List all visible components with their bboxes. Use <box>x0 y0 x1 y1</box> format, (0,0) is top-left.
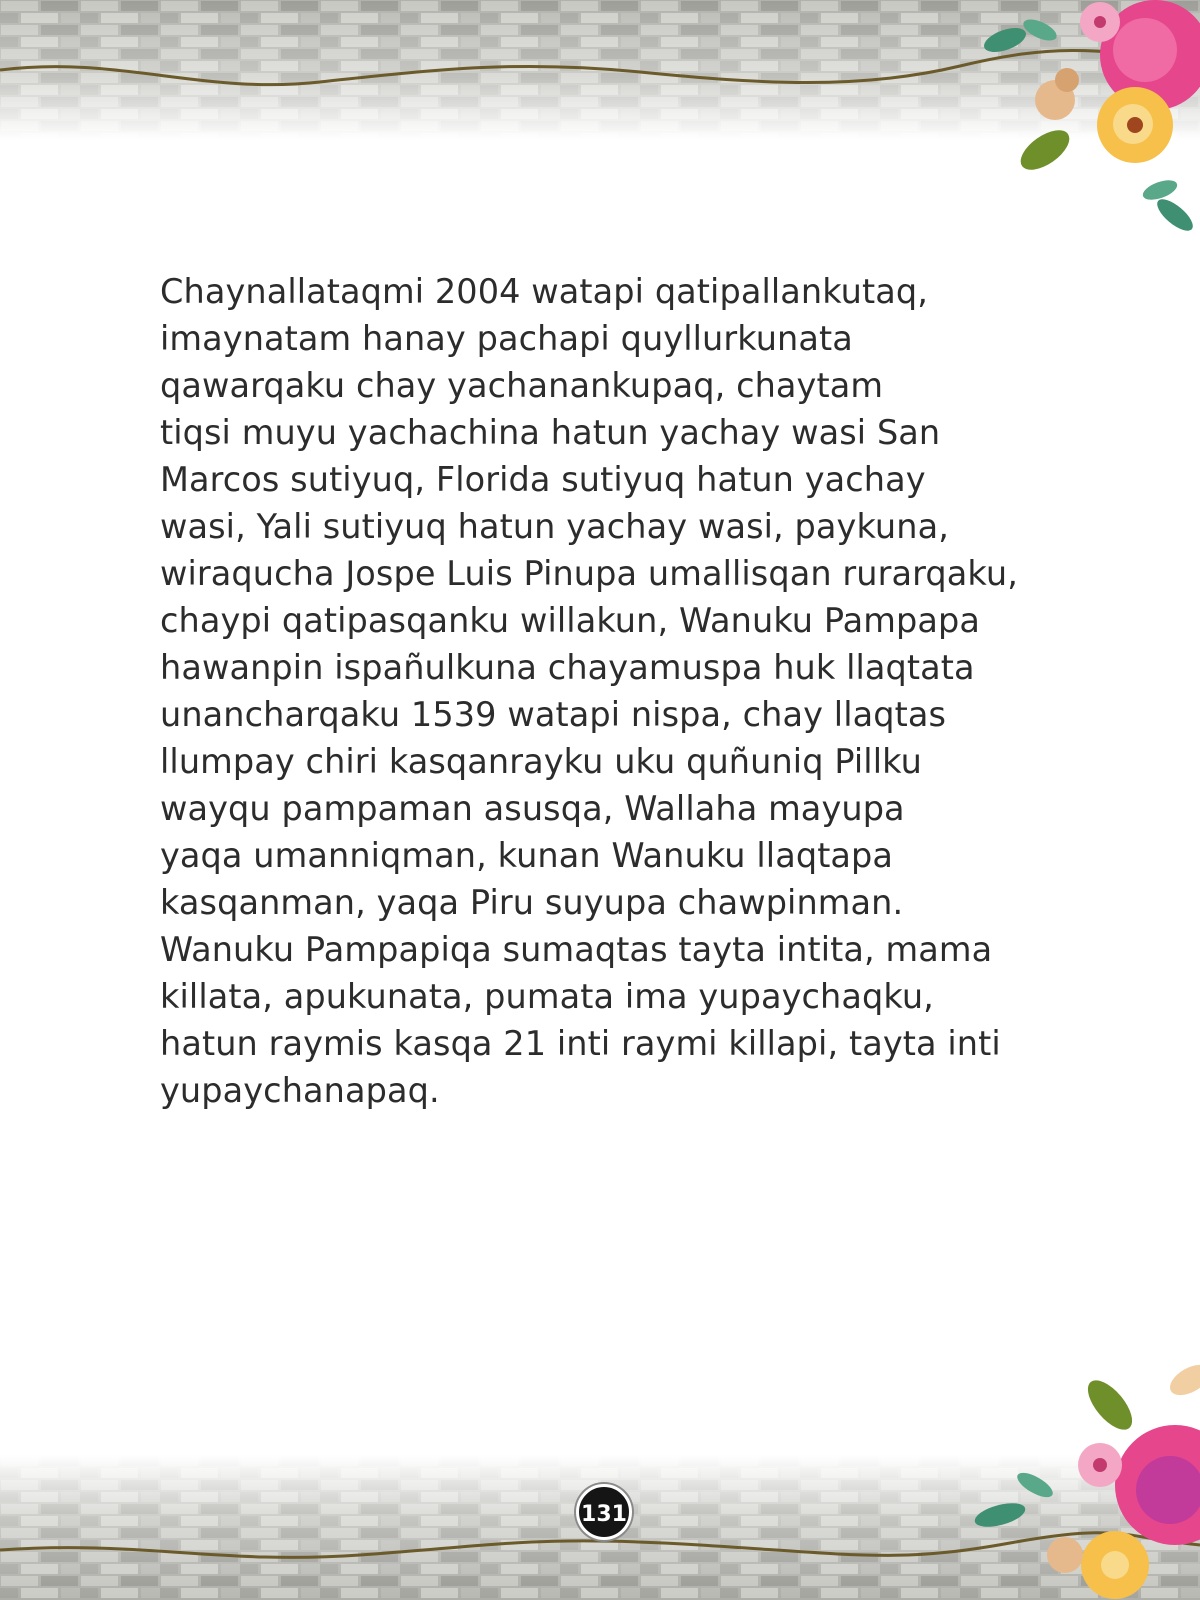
flowers-bottom-right <box>960 1350 1200 1600</box>
flowers-top-right <box>975 0 1200 245</box>
body-paragraph: Chaynallataqmi 2004 watapi qatipallankutaq, imaynatam hanay pachapi quyllurkunata qawarqaku chay yachanankupaq, chaytam tiqsi muyu yachachina hatun yachay wasi San Marcos sutiyuq, Florida sutiyuq hatun yachay wasi, Yali sutiyuq hatun yachay wasi, paykuna, wiraqucha Jospe Luis Pinupa umallisqan rurarqaku, chaypi qatipasqanku willakun, Wanuku Pampapa hawanpin ispañulkuna chayamuspa huk llaqtata unancharqaku 1539 watapi nispa, chay llaqtas llumpay chiri kasqanrayku uku quñuniq Pillku wayqu pampaman asusqa, Wallaha mayupa yaqa umanniqman, kunan Wanuku llaqtapa kasqanman, yaqa Piru suyupa chawpinman. Wanuku Pampapiqa sumaqtas tayta intita, mama killata, apukunata, pumata ima yupaychaqku, hatun raymis kasqa 21 inti raymi killapi, tayta inti yupaychanapaq. <box>160 272 1018 1110</box>
page-number-badge: 131 <box>576 1484 632 1540</box>
